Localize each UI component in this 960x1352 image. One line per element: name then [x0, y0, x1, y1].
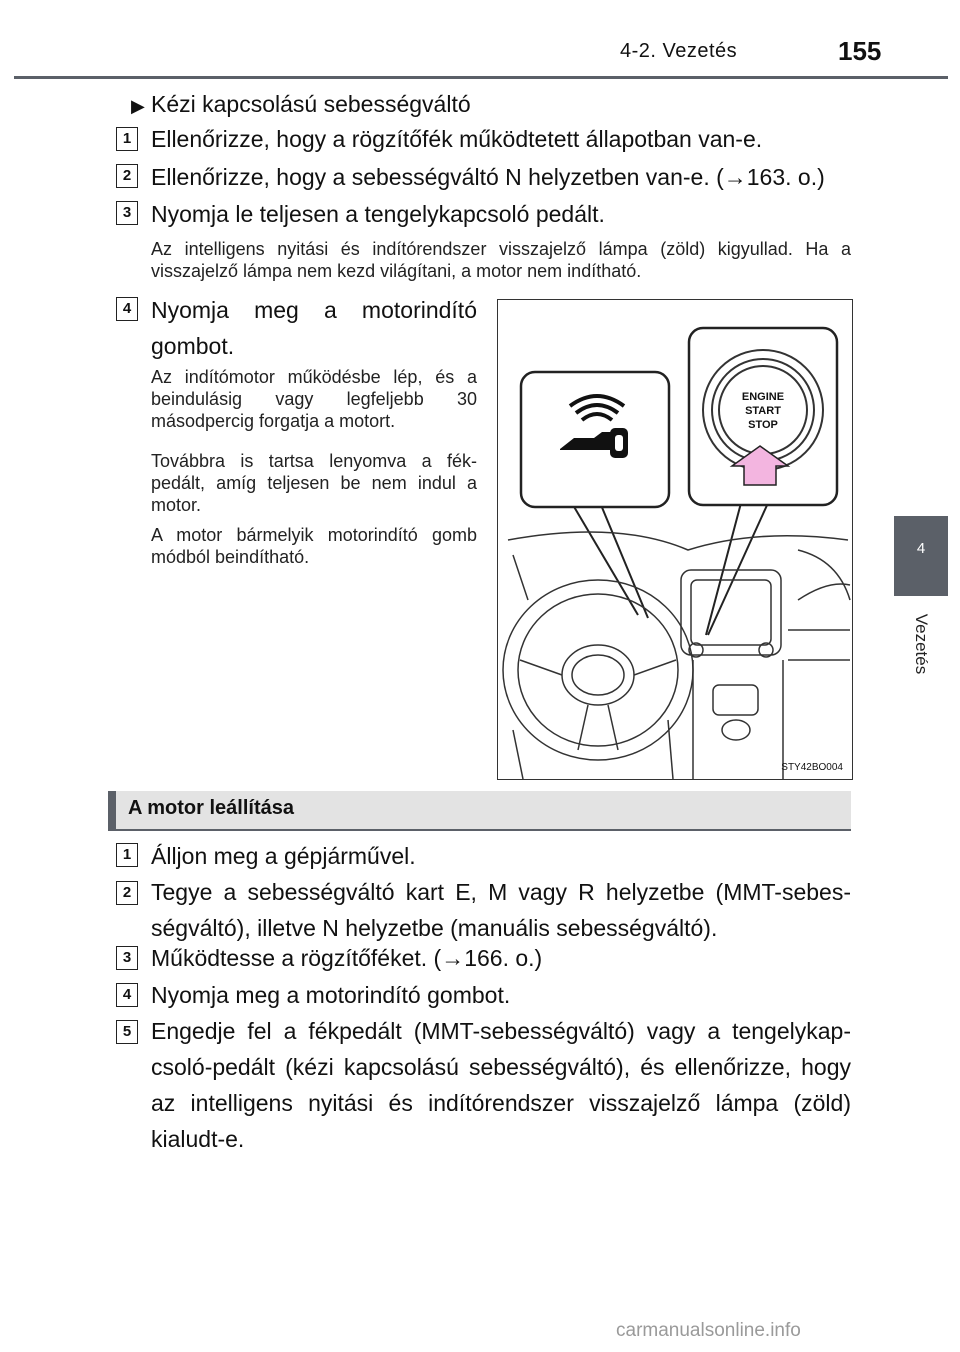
section-accent — [108, 791, 116, 829]
step-text: Engedje fel a fékpedált (MMT-sebességváltó) vagy a tengelykap-csoló-pedált (kézi kapcsolású sebességváltó), és ellenőrizze, hogy az intelligens nyitási és indítórendszer visszajelző lámpa (zöld) kialudt-e. — [151, 1018, 851, 1152]
step-text: Nyomja meg a motorindító gombot. — [151, 297, 477, 359]
step-number: 3 — [116, 201, 138, 225]
triangle-bullet-icon: ▶ — [131, 96, 145, 116]
step-number: 3 — [116, 946, 138, 970]
subsection-title: Kézi kapcsolású sebességváltó — [151, 91, 471, 117]
step-text: Működtesse a rögzítőféket. (→166. o.) — [151, 945, 543, 971]
illustration-code: STY42BO004 — [781, 762, 843, 773]
note-text: A motor bármelyik motorindító gomb módból beindítható. — [151, 525, 477, 567]
step-text: Tegye a sebességváltó kart E, M vagy R helyzetbe (MMT-sebes-ségváltó), illetve N helyzetbe (manuális sebességváltó). — [151, 879, 851, 941]
step-text: Ellenőrizze, hogy a rögzítőfék működtetett állapotban van-e. — [151, 126, 763, 152]
button-text-stop: STOP — [748, 419, 778, 431]
step-number: 2 — [116, 881, 138, 905]
button-text-start: START — [745, 405, 781, 417]
step-number: 4 — [116, 297, 138, 321]
step-number: 1 — [116, 127, 138, 151]
step-number: 2 — [116, 164, 138, 188]
dashboard-drawing — [498, 300, 852, 779]
step-number: 5 — [116, 1020, 138, 1044]
note-text: Az intelligens nyitási és indítórendszer visszajelző lámpa (zöld) kigyullad. Ha a visszajelző lámpa nem kezd világítani, a motor nem indítható. — [151, 239, 851, 281]
watermark: carmanualsonline.info — [616, 1320, 801, 1341]
chapter-tab-number: 4 — [916, 540, 926, 557]
page-number: 155 — [838, 36, 882, 66]
section-title: A motor leállítása — [128, 797, 294, 819]
section-heading: 4-2. Vezetés — [620, 40, 738, 62]
step-number: 4 — [116, 983, 138, 1007]
note-text: Az indítómotor működésbe lép, és a beindulásig vagy legfeljebb 30 másodpercig forgatja a motort. — [151, 367, 477, 431]
chapter-tab-label-box — [898, 604, 944, 684]
step-text: Álljon meg a gépjárművel. — [151, 843, 416, 869]
button-text-engine: ENGINE — [741, 391, 785, 403]
dashboard-illustration — [497, 299, 853, 780]
step-text: Nyomja le teljesen a tengelykapcsoló pedált. — [151, 201, 605, 227]
step-text: Nyomja meg a motorindító gombot. — [151, 982, 511, 1008]
note-text: Továbbra is tartsa lenyomva a fék-pedált, amíg teljesen be nem indul a motor. — [151, 451, 477, 515]
section-header — [108, 791, 851, 831]
chapter-tab-label: Vezetés — [912, 613, 931, 675]
step-number: 1 — [116, 843, 138, 867]
dashboard-sketch — [503, 532, 850, 779]
step-text: Ellenőrizze, hogy a sebességváltó N helyzetben van-e. (→163. o.) — [151, 164, 825, 190]
header-divider — [14, 76, 948, 79]
